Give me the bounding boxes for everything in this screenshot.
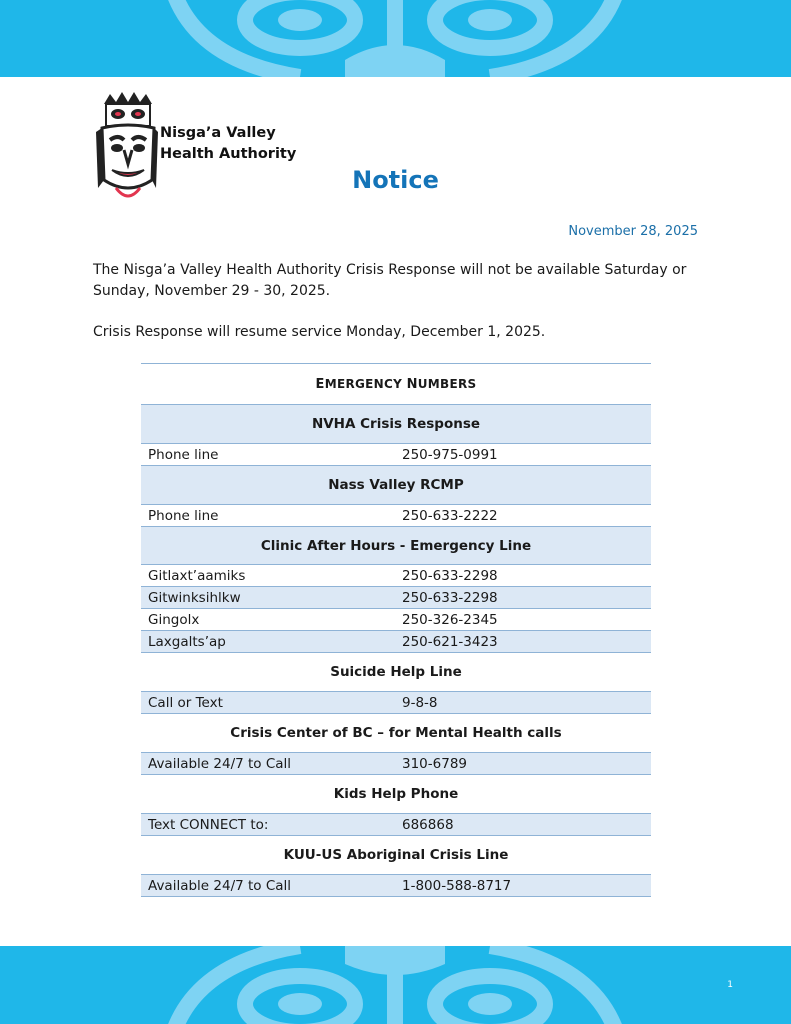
- notice-date: November 28, 2025: [568, 224, 698, 239]
- page-number: 1: [727, 980, 733, 990]
- table-row: [141, 565, 651, 587]
- row-label: Available 24/7 to Call: [141, 875, 395, 897]
- phone-number[interactable]: 250-633-2298: [395, 565, 651, 587]
- section-heading: KUU-US Aboriginal Crisis Line: [141, 836, 651, 875]
- section-heading: Clinic After Hours - Emergency Line: [141, 527, 651, 565]
- section-heading-row: [141, 405, 651, 444]
- section-heading: Suicide Help Line: [141, 653, 651, 692]
- bottom-decorative-band: [0, 946, 791, 1024]
- section-heading-row: [141, 466, 651, 505]
- phone-number[interactable]: 250-633-2222: [395, 505, 651, 527]
- table-row: [141, 587, 651, 609]
- section-heading-row: [141, 836, 651, 875]
- table-row: [141, 692, 651, 714]
- notice-title: Notice: [352, 166, 439, 194]
- notice-paragraph-1: The Nisga’a Valley Health Authority Crisis Response will not be available Saturday or Sunday, November 29 - 30, 2025.: [93, 262, 687, 299]
- row-label: Available 24/7 to Call: [141, 753, 395, 775]
- row-label: Text CONNECT to:: [141, 814, 395, 836]
- phone-number[interactable]: 686868: [395, 814, 651, 836]
- table-caption-row: [141, 364, 651, 405]
- notice-paragraph-2: Crisis Response will resume service Monday, December 1, 2025.: [93, 324, 546, 340]
- row-label: Call or Text: [141, 692, 395, 714]
- formline-pattern-bottom: [0, 946, 791, 1024]
- section-heading-row: [141, 653, 651, 692]
- row-label: Laxgalts’ap: [141, 631, 395, 653]
- table-row: [141, 505, 651, 527]
- table-row: [141, 609, 651, 631]
- top-decorative-band: [0, 0, 791, 77]
- phone-number[interactable]: 250-621-3423: [395, 631, 651, 653]
- section-heading-row: [141, 527, 651, 565]
- section-heading-row: [141, 714, 651, 753]
- phone-number[interactable]: 310-6789: [395, 753, 651, 775]
- organization-name: [160, 123, 296, 165]
- row-label: Phone line: [141, 444, 395, 466]
- section-heading: Crisis Center of BC – for Mental Health calls: [141, 714, 651, 753]
- organization-name-line2: Health Authority: [160, 146, 297, 162]
- phone-number[interactable]: 250-326-2345: [395, 609, 651, 631]
- row-label: Gingolx: [141, 609, 395, 631]
- table-row: [141, 444, 651, 466]
- table-row: [141, 875, 651, 897]
- phone-number[interactable]: 9-8-8: [395, 692, 651, 714]
- row-label: Phone line: [141, 505, 395, 527]
- table-row: [141, 814, 651, 836]
- table-row: [141, 753, 651, 775]
- section-heading: Nass Valley RCMP: [141, 466, 651, 505]
- row-label: Gitwinksihlkw: [141, 587, 395, 609]
- phone-number[interactable]: 1-800-588-8717: [395, 875, 651, 897]
- phone-number[interactable]: 250-975-0991: [395, 444, 651, 466]
- formline-pattern-top: [0, 0, 791, 77]
- table-row: [141, 631, 651, 653]
- row-label: Gitlaxt’aamiks: [141, 565, 395, 587]
- table-caption: EMERGENCY NUMBERS: [141, 364, 651, 405]
- organization-name-line1: Nisga’a Valley: [160, 125, 276, 141]
- section-heading: NVHA Crisis Response: [141, 405, 651, 444]
- section-heading: Kids Help Phone: [141, 775, 651, 814]
- section-heading-row: [141, 775, 651, 814]
- emergency-numbers-table: [141, 363, 651, 897]
- phone-number[interactable]: 250-633-2298: [395, 587, 651, 609]
